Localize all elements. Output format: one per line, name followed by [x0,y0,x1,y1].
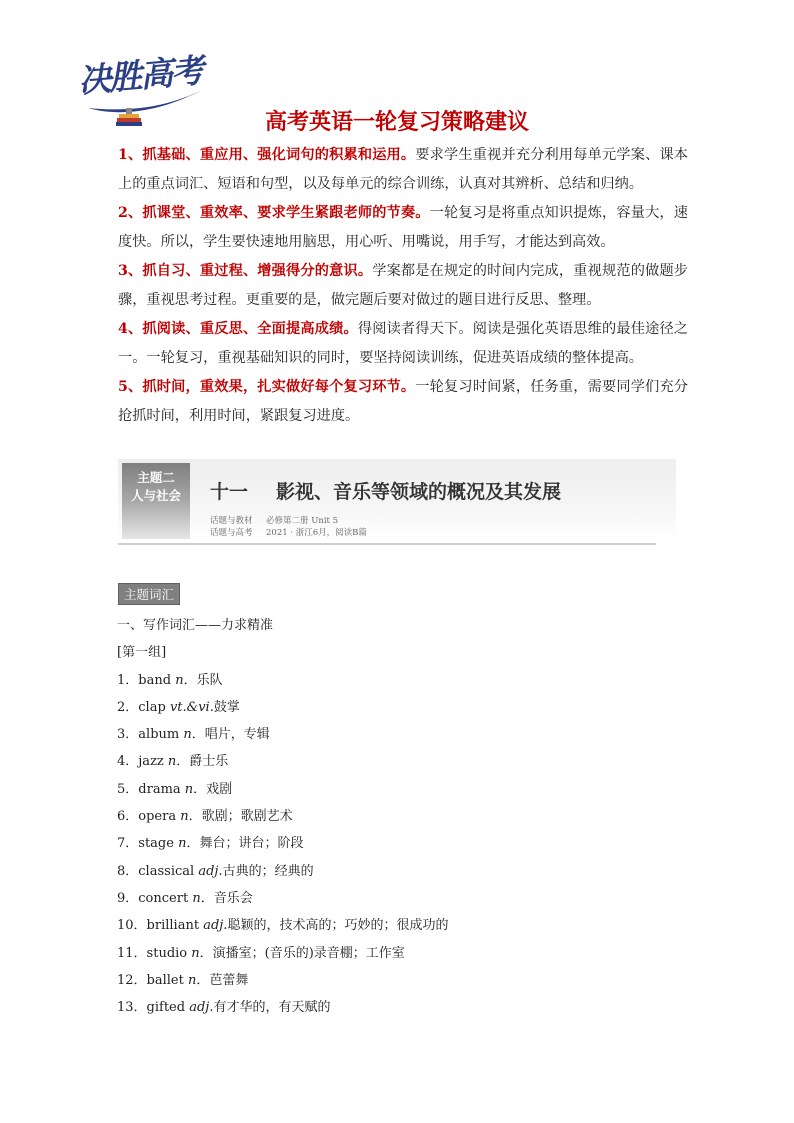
strategy-item: 4、抓阅读、重反思、全面提高成绩。得阅读者得天下。阅读是强化英语思维的最佳途径之一。一轮复习，重视基础知识的同时，要坚持阅读训练，促进英语成绩的整体提高。 [118,321,688,366]
vocab-item: 5．drama n．戏剧 [117,781,233,797]
vocab-item: 1．band n．乐队 [117,672,223,688]
vocab-item: 7．stage n．舞台；讲台；阶段 [117,836,304,852]
vocab-item: 3．album n．唱片，专辑 [117,727,270,743]
unit-banner [118,459,676,545]
meta-value: 2021 · 浙江6月，阅读B篇 [266,528,367,538]
meta-value: 必修第二册 Unit 5 [266,516,339,526]
theme-badge [122,463,190,539]
strategy-item: 1、抓基础、重应用、强化词句的积累和运用。要求学生重视并充分利用每单元学案、课本上的重点词汇、短语和句型，以及每单元的综合训练，认真对其辨析、总结和归纳。 [118,147,688,192]
vocab-item: 10．brilliant adj.聪颖的，技术高的；巧妙的；很成功的 [117,918,449,934]
meta-exam [210,526,367,538]
vocab-item: 13．gifted adj.有才华的，有天赋的 [117,1000,331,1016]
vocab-item: 8．classical adj.古典的；经典的 [117,863,314,879]
meta-key: 话题与教材 [210,516,253,526]
vocab-item: 11．studio n．演播室；(音乐的)录音棚；工作室 [117,945,405,961]
vocab-item: 9．concert n．音乐会 [117,890,253,906]
theme-number: 主题二 [137,470,175,485]
section-tag: 主题词汇 [118,583,180,605]
vocab-heading: 一、写作词汇——力求精准 [117,618,274,633]
strategy-list [118,141,688,431]
strategy-item: 3、抓自习、重过程、增强得分的意识。学案都是在规定的时间内完成，重视规范的做题步骤，重视思考过程。更重要的是，做完题后要对做过的题目进行反思、整理。 [118,263,688,308]
group-label: [第一组] [117,645,167,661]
strategy-item: 5、抓时间，重效果，扎实做好每个复习环节。一轮复习时间紧，任务重，需要同学们充分抢抓时间，利用时间，紧跟复习进度。 [118,379,688,424]
page-title: 高考英语一轮复习策略建议 [264,110,529,135]
strategy-item: 2、抓课堂、重效率、要求学生紧跟老师的节奏。一轮复习是将重点知识提炼，容量大，速度快。所以，学生要快速地用脑思，用心听、用嘴说，用手写，才能达到高效。 [118,205,688,250]
meta-key: 话题与高考 [210,528,253,538]
banner-divider [118,543,656,545]
vocab-item: 2．clap vt.&vi.鼓掌 [117,699,240,715]
unit-number: 十一 [210,481,249,503]
meta-textbook [210,514,338,526]
vocab-item: 6．opera n．歌剧；歌剧艺术 [117,809,293,825]
unit-title [210,477,561,504]
vocab-list [117,612,677,1021]
vocab-item: 12．ballet n．芭蕾舞 [117,972,249,988]
unit-title-text: 影视、音乐等领域的概况及其发展 [276,481,562,503]
theme-name: 人与社会 [130,488,181,503]
logo-text: 决胜高考 [76,50,204,101]
vocab-item: 4．jazz n．爵士乐 [117,754,229,770]
